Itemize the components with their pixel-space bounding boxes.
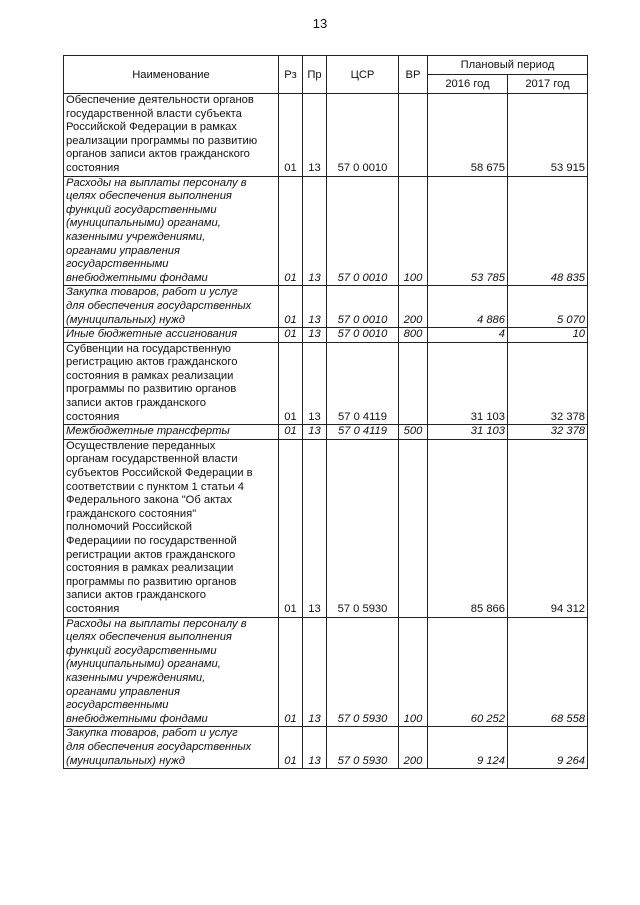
row-name-line: регистрации актов гражданского (66, 548, 236, 561)
row-name-line: записи актов гражданского (66, 397, 206, 410)
row-name-line: соответствии с пунктом 1 статьи 4 (66, 480, 244, 493)
row-value-2017: 32 378 (508, 425, 588, 440)
row-name-line: государственной власти субъекта (66, 107, 242, 120)
header-pr: Пр (303, 56, 327, 94)
row-name (64, 286, 279, 328)
row-name-line: органов записи актов гражданского (66, 148, 250, 161)
row-name-line: (муниципальных) нужд (66, 754, 185, 767)
row-pr: 13 (303, 176, 327, 286)
row-name (64, 425, 279, 440)
row-csr: 57 0 5930 (327, 727, 399, 769)
row-vr: 200 (399, 727, 428, 769)
row-name-line: Межбюджетные трансферты (66, 425, 230, 438)
table-row (64, 727, 588, 769)
row-name-line: Российской Федерации в рамках (66, 121, 237, 134)
header-year-2017: 2017 год (508, 75, 588, 94)
row-pr: 13 (303, 727, 327, 769)
row-rz: 01 (279, 439, 303, 617)
row-value-2016: 60 252 (428, 617, 508, 727)
row-name-line: гражданского состояния" (66, 507, 197, 520)
table-row (64, 176, 588, 286)
row-rz: 01 (279, 286, 303, 328)
row-rz: 01 (279, 727, 303, 769)
table-row (64, 328, 588, 343)
row-value-2017: 94 312 (508, 439, 588, 617)
row-vr: 500 (399, 425, 428, 440)
row-csr: 57 0 5930 (327, 439, 399, 617)
row-value-2016: 31 103 (428, 342, 508, 425)
row-value-2016: 85 866 (428, 439, 508, 617)
row-vr: 800 (399, 328, 428, 343)
row-name-line: состояния в рамках реализации (66, 369, 234, 382)
row-vr: 100 (399, 617, 428, 727)
row-name-line: Субвенции на государственную (66, 342, 231, 355)
row-rz: 01 (279, 94, 303, 177)
table-row (64, 286, 588, 328)
header-vr: ВР (399, 56, 428, 94)
row-value-2017: 9 264 (508, 727, 588, 769)
row-csr: 57 0 0010 (327, 328, 399, 343)
table-body (64, 94, 588, 769)
row-name-line: органами управления (66, 685, 180, 698)
row-value-2017: 5 070 (508, 286, 588, 328)
row-name-line: реализации программы по развитию (66, 134, 258, 147)
row-vr (399, 342, 428, 425)
row-name-line: (муниципальными) органами, (66, 658, 221, 671)
row-name-line: казенными учреждениями, (66, 671, 206, 684)
row-rz: 01 (279, 617, 303, 727)
row-csr: 57 0 4119 (327, 425, 399, 440)
row-csr: 57 0 5930 (327, 617, 399, 727)
row-name-line: для обеспечения государственных (66, 740, 252, 753)
row-name-line: государственными (66, 699, 169, 712)
row-name-line: государственными (66, 258, 169, 271)
row-name-line: казенными учреждениями, (66, 230, 206, 243)
row-pr: 13 (303, 94, 327, 177)
row-name-line: Закупка товаров, работ и услуг (66, 286, 238, 299)
row-name-line: целях обеспечения выполнения (66, 190, 232, 203)
row-name-line: функций государственными (66, 203, 217, 216)
row-name-line: программы по развитию органов (66, 383, 237, 396)
row-name-line: регистрацию актов гражданского (66, 356, 238, 369)
row-name-line: Закупка товаров, работ и услуг (66, 727, 238, 740)
row-rz: 01 (279, 342, 303, 425)
row-value-2017: 48 835 (508, 176, 588, 286)
row-csr: 57 0 4119 (327, 342, 399, 425)
row-value-2017: 10 (508, 328, 588, 343)
row-pr: 13 (303, 617, 327, 727)
row-name-line: состояния в рамках реализации (66, 562, 234, 575)
header-rz: Рз (279, 56, 303, 94)
row-csr: 57 0 0010 (327, 176, 399, 286)
table-row (64, 342, 588, 425)
row-name-line: органам государственной власти (66, 453, 238, 466)
row-name-line: органами управления (66, 244, 180, 257)
row-name (64, 727, 279, 769)
row-pr: 13 (303, 286, 327, 328)
row-name-line: Осуществление переданных (66, 439, 216, 452)
row-name-line: состояния (66, 161, 120, 174)
row-name-line: для обеспечения государственных (66, 299, 252, 312)
row-name-line: функций государственными (66, 644, 217, 657)
row-name (64, 617, 279, 727)
page-number: 13 (312, 16, 328, 31)
row-csr: 57 0 0010 (327, 286, 399, 328)
row-value-2017: 68 558 (508, 617, 588, 727)
row-name-line: Иные бюджетные ассигнования (66, 328, 238, 341)
row-pr: 13 (303, 328, 327, 343)
row-value-2017: 32 378 (508, 342, 588, 425)
table-row (64, 617, 588, 727)
row-rz: 01 (279, 425, 303, 440)
header-planning-period: Плановый период (428, 56, 588, 75)
row-vr: 200 (399, 286, 428, 328)
header-name: Наименование (64, 56, 279, 94)
row-name-line: (муниципальных) нужд (66, 313, 185, 326)
table-row (64, 439, 588, 617)
row-name-line: полномочий Российской (66, 521, 193, 534)
table-row (64, 425, 588, 440)
row-name-line: Обеспечение деятельности органов (66, 94, 254, 106)
row-rz: 01 (279, 328, 303, 343)
row-value-2016: 53 785 (428, 176, 508, 286)
row-name-line: целях обеспечения выполнения (66, 631, 232, 644)
row-pr: 13 (303, 439, 327, 617)
row-name-line: записи актов гражданского (66, 589, 206, 602)
row-name (64, 176, 279, 286)
row-name-line: программы по развитию органов (66, 575, 237, 588)
row-name-line: Расходы на выплаты персоналу в (66, 176, 247, 189)
budget-table (63, 55, 588, 769)
table-row (64, 94, 588, 177)
row-name (64, 439, 279, 617)
row-name (64, 328, 279, 343)
row-name-line: Федерального закона "Об актах (66, 494, 232, 507)
row-pr: 13 (303, 425, 327, 440)
header-csr: ЦСР (327, 56, 399, 94)
row-name-line: состояния (66, 602, 120, 615)
row-name (64, 342, 279, 425)
row-vr (399, 439, 428, 617)
row-rz: 01 (279, 176, 303, 286)
row-value-2016: 58 675 (428, 94, 508, 177)
row-value-2016: 4 886 (428, 286, 508, 328)
row-pr: 13 (303, 342, 327, 425)
row-name-line: Федерациии по государственной (66, 535, 237, 547)
row-vr (399, 94, 428, 177)
row-value-2016: 9 124 (428, 727, 508, 769)
row-name-line: субъектов Российской Федерации в (66, 467, 253, 480)
row-value-2016: 31 103 (428, 425, 508, 440)
row-name (64, 94, 279, 177)
row-value-2016: 4 (428, 328, 508, 343)
row-name-line: (муниципальными) органами, (66, 217, 221, 230)
row-name-line: состояния (66, 410, 120, 423)
row-name-line: Расходы на выплаты персоналу в (66, 617, 247, 630)
row-value-2017: 53 915 (508, 94, 588, 177)
header-year-2016: 2016 год (428, 75, 508, 94)
row-name-line: внебюджетными фондами (66, 712, 208, 725)
row-csr: 57 0 0010 (327, 94, 399, 177)
row-vr: 100 (399, 176, 428, 286)
row-name-line: внебюджетными фондами (66, 271, 208, 284)
